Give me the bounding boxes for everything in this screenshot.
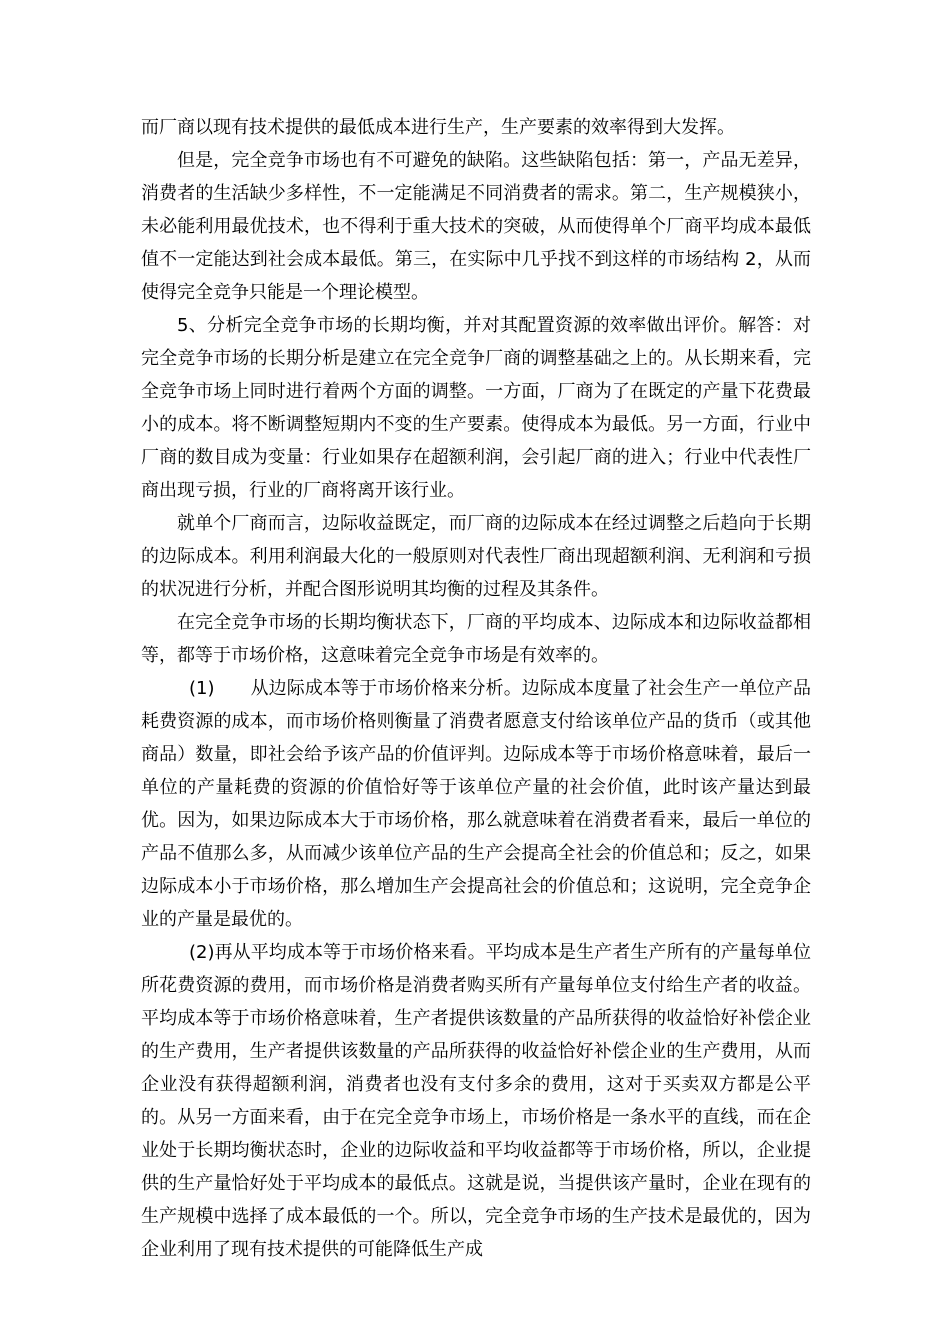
paragraph-single-firm: 就单个厂商而言，边际收益既定，而厂商的边际成本在经过调整之后趋向于长期的边际成本。利用利润最大化的一般原则对代表性厂商出现超额利润、无利润和亏损的状况进行分析，并配合图形说明其均衡的过程及其条件。 — [141, 513, 811, 600]
point-1-text: 从边际成本等于市场价格来分析。边际成本度量了社会生产一单位产品耗费资源的成本，而市场价格则衡量了消费者愿意支付给该单位产品的货币（或其他商品）数量，即社会给予该产品的价值评判。边际成本等于市场价格意味着，最后一单位的产量耗费的资源的价值恰好等于该单位产量的社会价值，此时该产量达到最优。因为，如果边际成本大于市场价格，那么就意味着在消费者看来，最后一单位的产品不值那么多，从而减少该单位产品的生产会提高全社会的价值总和；反之，如果边际成本小于市场价格，那么增加生产会提高社会的价值总和；这说明，完全竞争企业的产量是最优的。 — [141, 678, 811, 930]
paragraph-long-run-equilibrium: 在完全竞争市场的长期均衡状态下，厂商的平均成本、边际成本和边际收益都相等，都等于市场价格，这意味着完全竞争市场是有效率的。 — [141, 612, 811, 666]
paragraph-point-1 — [141, 672, 811, 936]
document-body — [141, 111, 811, 1266]
paragraph-continuation: 而厂商以现有技术提供的最低成本进行生产，生产要素的效率得到大发挥。 — [141, 117, 735, 138]
paragraph-question-5: 5、分析完全竞争市场的长期均衡，并对其配置资源的效率做出评价。解答：对完全竞争市场的长期分析是建立在完全竞争厂商的调整基础之上的。从长期来看，完全竞争市场上同时进行着两个方面的调整。一方面，厂商为了在既定的产量下花费最小的成本。将不断调整短期内不变的生产要素。使得成本为最低。另一方面，行业中厂商的数目成为变量：行业如果存在超额利润，会引起厂商的进入；行业中代表性厂商出现亏损，行业的厂商将离开该行业。 — [141, 315, 811, 501]
list-marker-1: (1) — [189, 678, 215, 699]
paragraph-point-2: (2)再从平均成本等于市场价格来看。平均成本是生产者生产所有的产量每单位所花费资源的费用，而市场价格是消费者购买所有产量每单位支付给生产者的收益。平均成本等于市场价格意味着，生产者提供该数量的产品所获得的收益恰好补偿企业的生产费用，生产者提供该数量的产品所获得的收益恰好补偿企业的生产费用，从而企业没有获得超额利润，消费者也没有支付多余的费用，这对于买卖双方都是公平的。从另一方面来看，由于在完全竞争市场上，市场价格是一条水平的直线，而在企业处于长期均衡状态时，企业的边际收益和平均收益都等于市场价格，所以，企业提供的生产量恰好处于平均成本的最低点。这就是说，当提供该产量时，企业在现有的生产规模中选择了成本最低的一个。所以，完全竞争市场的生产技术是最优的，因为企业利用了现有技术提供的可能降低生产成 — [141, 942, 811, 1260]
paragraph-defects: 但是，完全竞争市场也有不可避免的缺陷。这些缺陷包括：第一，产品无差异，消费者的生活缺少多样性，不一定能满足不同消费者的需求。第二，生产规模狭小，未必能利用最优技术，也不得利于重大技术的突破，从而使得单个厂商平均成本最低值不一定能达到社会成本最低。第三，在实际中几乎找不到这样的市场结构 2，从而使得完全竞争只能是一个理论模型。 — [141, 150, 811, 303]
